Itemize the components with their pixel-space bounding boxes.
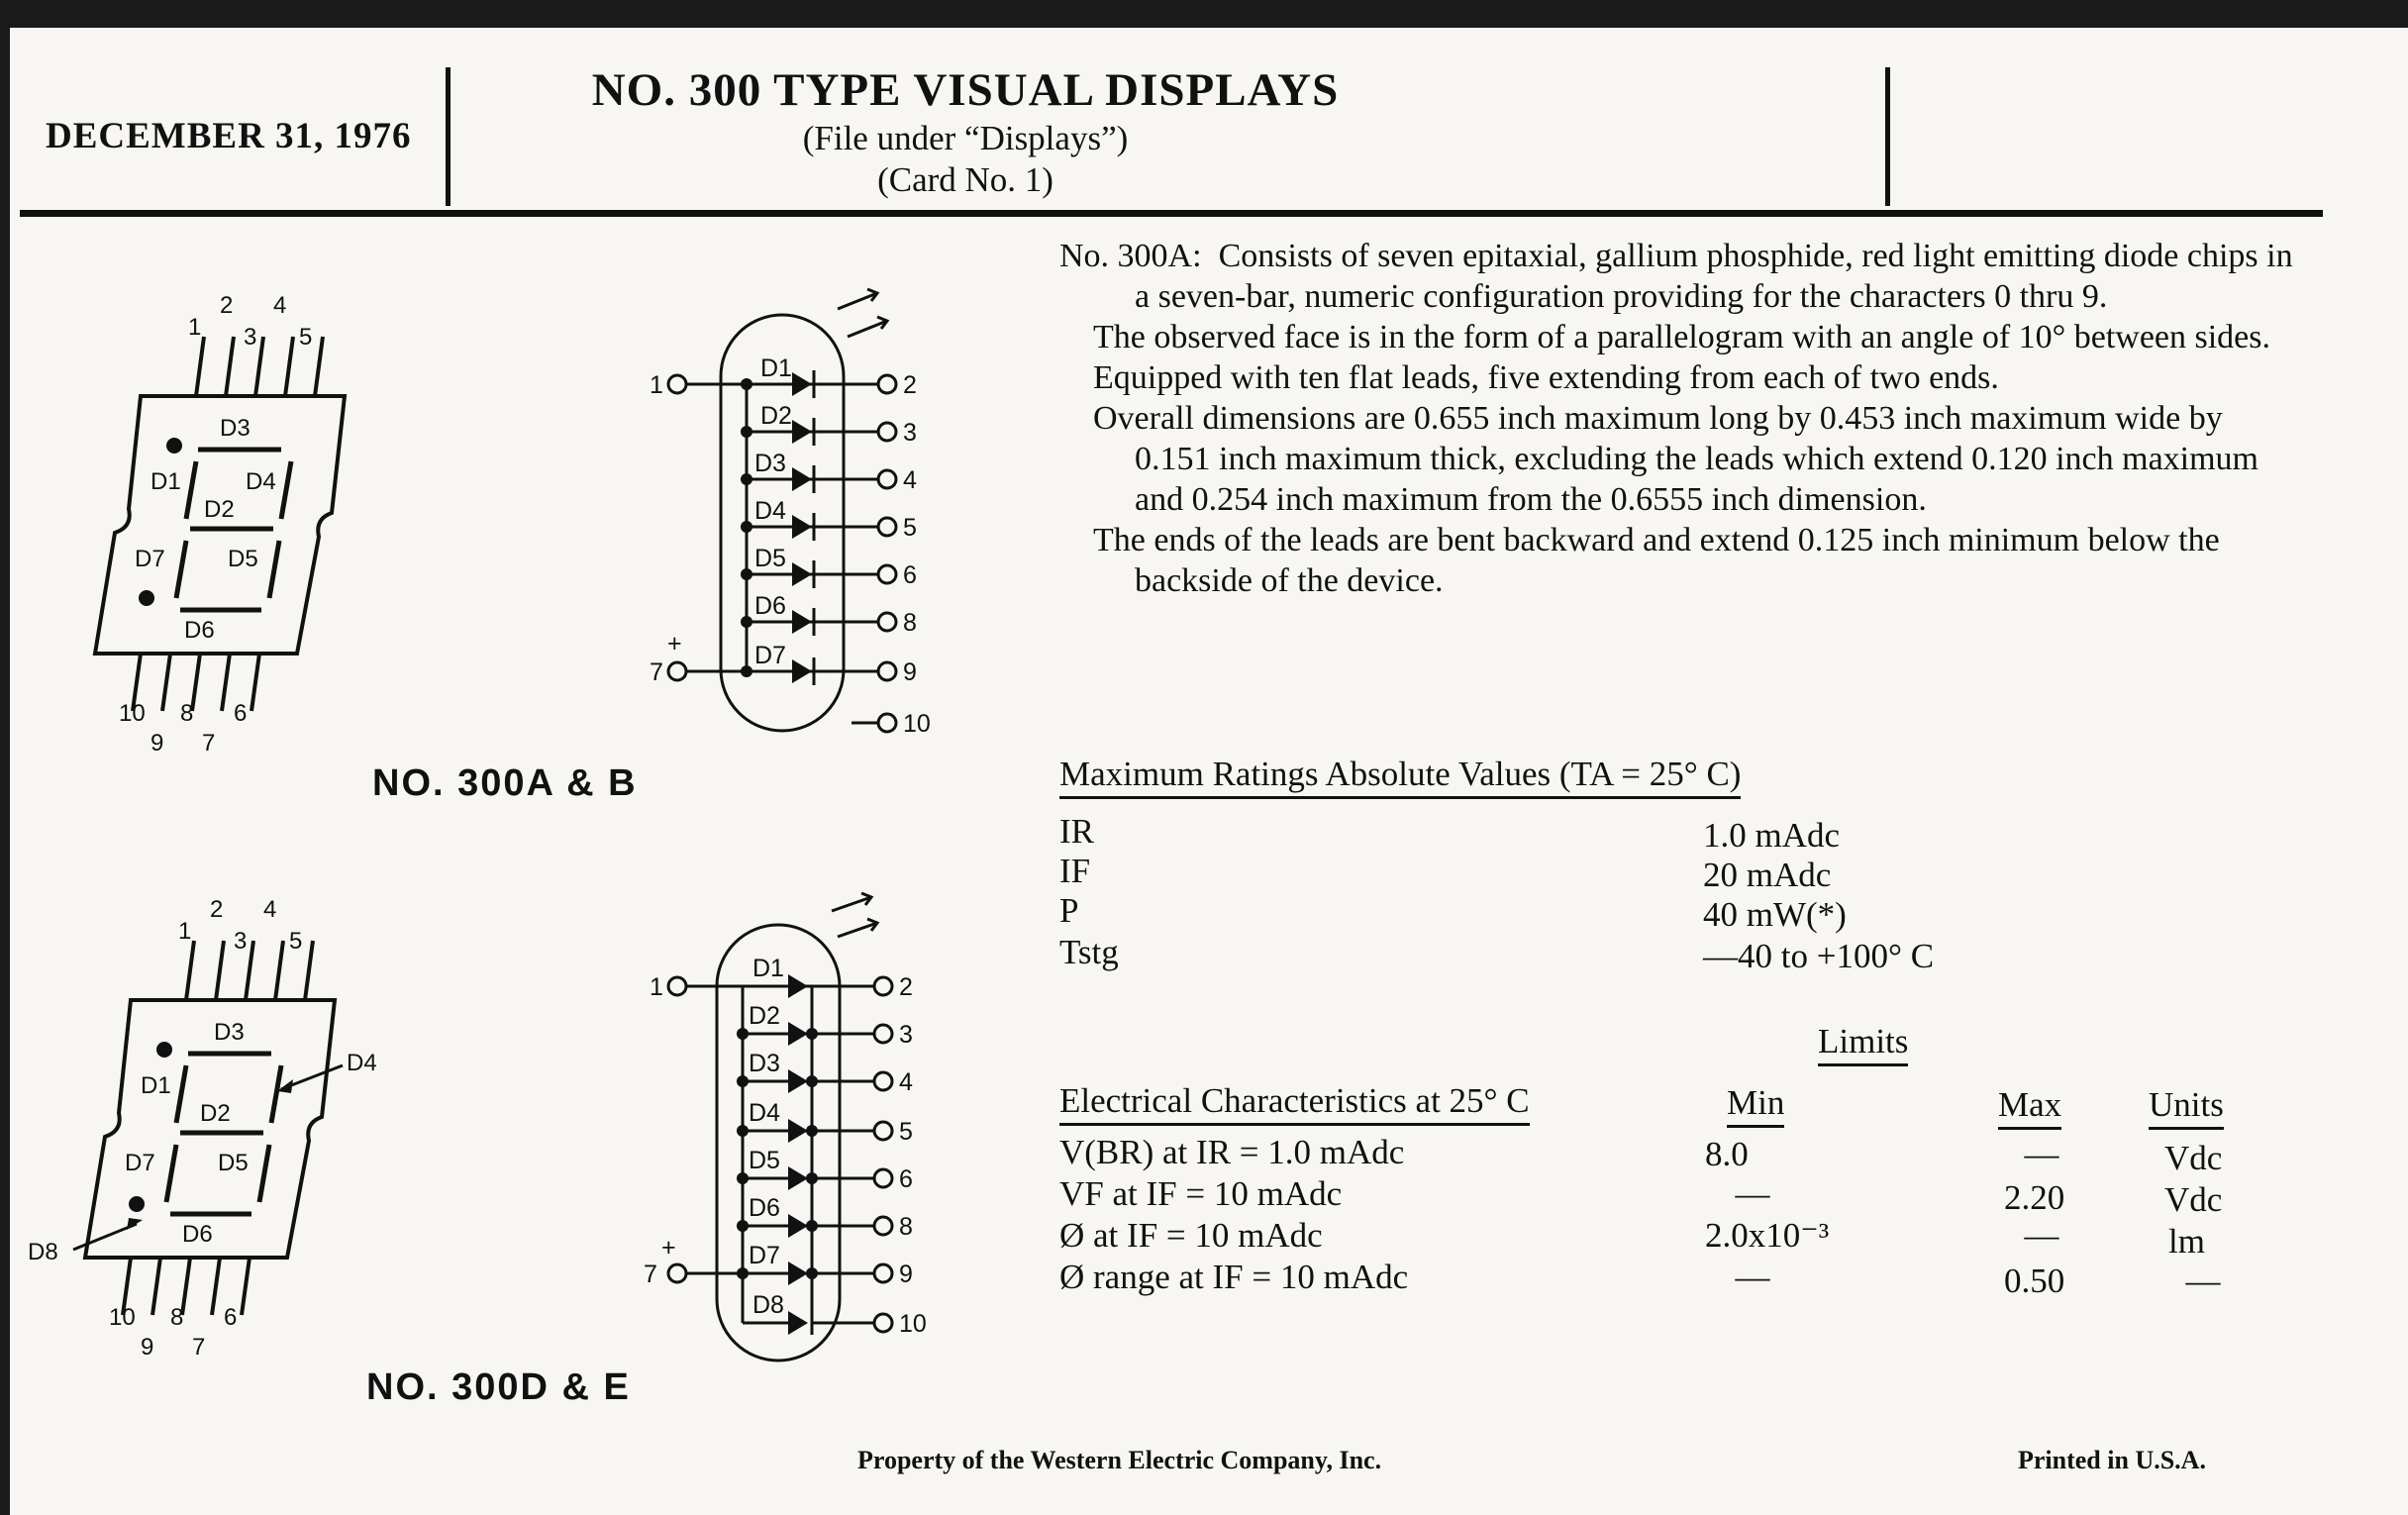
svg-text:D7: D7 xyxy=(754,642,786,669)
svg-text:D8: D8 xyxy=(28,1239,58,1265)
svg-text:D2: D2 xyxy=(749,1002,780,1030)
elec-units: lm xyxy=(2168,1222,2205,1261)
svg-text:9: 9 xyxy=(141,1334,154,1361)
svg-text:4: 4 xyxy=(899,1068,913,1096)
elec-max: — xyxy=(2024,1216,2059,1255)
segment-label: D1 xyxy=(150,468,181,495)
description-paragraph-2: The observed face is in the form of a parallelogram with an angle of 10° between sides. xyxy=(1093,319,2271,355)
svg-text:D3: D3 xyxy=(214,1019,245,1046)
plus-sign: + xyxy=(667,630,682,657)
pin-label: 8 xyxy=(180,700,194,727)
header-rule xyxy=(20,210,2323,217)
circuit-pin-label: 1 xyxy=(650,371,663,399)
lead-9 xyxy=(162,654,170,711)
lead-2 xyxy=(226,337,234,396)
pin-label: 9 xyxy=(150,730,164,757)
description-paragraph-5: The ends of the leads are bent backward and extend 0.125 inch minimum below the backside of the device. xyxy=(1093,522,2220,599)
svg-text:D4: D4 xyxy=(749,1099,780,1127)
header-divider-right xyxy=(1885,67,1890,206)
elec-units: — xyxy=(2185,1262,2221,1300)
svg-text:D5: D5 xyxy=(754,545,786,572)
segment-label: D6 xyxy=(184,617,215,644)
column-units: Units xyxy=(2149,1085,2224,1130)
svg-text:9: 9 xyxy=(899,1261,913,1288)
figure-label-300a: NO. 300A & B xyxy=(372,762,638,804)
column-max: Max xyxy=(1998,1085,2061,1130)
segment-label: D2 xyxy=(204,496,235,523)
svg-text:D6: D6 xyxy=(749,1194,780,1222)
circuit-diagram-d xyxy=(644,859,960,1374)
svg-text:8: 8 xyxy=(899,1213,913,1241)
segment-d1 xyxy=(186,461,196,519)
circuit-pin-label: 7 xyxy=(650,658,663,686)
elec-units: Vdc xyxy=(2164,1180,2223,1219)
svg-text:10: 10 xyxy=(109,1304,136,1331)
lead-6 xyxy=(251,654,259,711)
elec-param: Ø at IF = 10 mAdc xyxy=(1059,1216,1323,1255)
svg-text:D3: D3 xyxy=(754,450,786,477)
svg-text:7: 7 xyxy=(192,1334,206,1361)
svg-text:2: 2 xyxy=(903,371,917,399)
lead-5 xyxy=(315,337,323,396)
footer-printed: Printed in U.S.A. xyxy=(2018,1446,2206,1474)
pin-label: 4 xyxy=(273,292,287,319)
column-min: Min xyxy=(1727,1083,1784,1128)
lead-4 xyxy=(285,337,293,396)
svg-text:5: 5 xyxy=(903,514,917,542)
figure-label-300d: NO. 300D & E xyxy=(366,1366,631,1408)
svg-text:+: + xyxy=(661,1234,676,1262)
svg-text:3: 3 xyxy=(899,1021,913,1049)
rating-value: 20 mAdc xyxy=(1703,856,1832,894)
description-paragraph-1: No. 300A: Consists of seven epitaxial, gallium phosphide, red light emitting diode chips in a seven-bar, numeric configuration providing for the characters 0 thru 9. xyxy=(1059,238,2293,315)
svg-text:1: 1 xyxy=(650,973,663,1001)
model-label: No. 300A: xyxy=(1059,238,1202,274)
svg-text:D7: D7 xyxy=(125,1150,155,1176)
elec-min: 2.0x10⁻³ xyxy=(1705,1216,1830,1255)
svg-text:3: 3 xyxy=(234,928,248,955)
elec-param: VF at IF = 10 mAdc xyxy=(1059,1174,1343,1213)
segment-d4 xyxy=(281,461,291,519)
pin-label: 3 xyxy=(244,324,257,351)
svg-text:2: 2 xyxy=(899,973,913,1001)
svg-text:8: 8 xyxy=(170,1304,184,1331)
svg-text:4: 4 xyxy=(263,896,277,923)
rating-param: Tstg xyxy=(1059,933,1119,971)
svg-text:3: 3 xyxy=(903,419,917,447)
elec-param: V(BR) at IR = 1.0 mAdc xyxy=(1059,1133,1405,1171)
rating-param: P xyxy=(1059,891,1079,930)
file-under-note: (File under “Displays”) xyxy=(802,119,1129,157)
svg-text:5: 5 xyxy=(899,1118,913,1146)
svg-text:D6: D6 xyxy=(182,1221,213,1248)
lead-7 xyxy=(222,654,230,711)
display-diagram-d xyxy=(20,869,416,1374)
elec-units: Vdc xyxy=(2164,1139,2223,1177)
rating-value: 40 mW(*) xyxy=(1703,895,1847,934)
svg-text:D5: D5 xyxy=(749,1147,780,1174)
svg-text:5: 5 xyxy=(289,928,303,955)
elec-max: — xyxy=(2024,1135,2059,1173)
segment-label: D4 xyxy=(246,468,276,495)
svg-text:7: 7 xyxy=(644,1261,657,1288)
pin-label: 7 xyxy=(202,730,216,757)
svg-text:D1: D1 xyxy=(760,354,792,382)
svg-text:6: 6 xyxy=(899,1165,913,1193)
card-date: DECEMBER 31, 1976 xyxy=(46,116,412,156)
decimal-dot-bottom xyxy=(139,590,154,606)
segment-label: D5 xyxy=(228,546,258,572)
display-diagram-a xyxy=(79,255,406,760)
description-paragraph-3: Equipped with ten flat leads, five extending from each of two ends. xyxy=(1093,359,1999,396)
pin-label: 2 xyxy=(220,292,234,319)
svg-text:D2: D2 xyxy=(760,402,792,430)
card-number: (Card No. 1) xyxy=(877,160,1054,199)
segment-d5 xyxy=(269,541,279,598)
rating-value: 1.0 mAdc xyxy=(1703,816,1841,855)
svg-text:6: 6 xyxy=(224,1304,238,1331)
svg-text:1: 1 xyxy=(178,918,192,945)
elec-min: — xyxy=(1735,1258,1770,1296)
rating-param: IF xyxy=(1059,852,1091,890)
svg-text:D7: D7 xyxy=(749,1242,780,1269)
pin-label: 6 xyxy=(234,700,248,727)
svg-text:D5: D5 xyxy=(218,1150,249,1176)
svg-text:2: 2 xyxy=(210,896,224,923)
decimal-dot-top xyxy=(166,438,182,454)
pin-label: 10 xyxy=(119,700,146,727)
circuit-diagram-a xyxy=(644,265,960,751)
page-title: NO. 300 TYPE VISUAL DISPLAYS xyxy=(591,64,1340,116)
svg-text:D1: D1 xyxy=(141,1072,171,1099)
svg-text:D4: D4 xyxy=(754,497,786,525)
elec-min: — xyxy=(1735,1174,1770,1213)
elec-param: Ø range at IF = 10 mAdc xyxy=(1059,1258,1409,1296)
svg-text:9: 9 xyxy=(903,658,917,686)
elec-max: 2.20 xyxy=(2004,1178,2065,1217)
svg-text:D2: D2 xyxy=(200,1100,231,1127)
rating-value: —40 to +100° C xyxy=(1703,937,1935,975)
max-ratings-heading: Maximum Ratings Absolute Values (TA = 25° C) xyxy=(1059,755,1741,799)
lead-1 xyxy=(196,337,204,396)
rating-param: IR xyxy=(1059,812,1094,851)
segment-label: D7 xyxy=(135,546,165,572)
svg-text:8: 8 xyxy=(903,609,917,637)
limits-label: Limits xyxy=(1818,1022,1908,1066)
svg-text:D8: D8 xyxy=(752,1291,784,1319)
pin-label: 1 xyxy=(188,314,202,341)
elec-min: 8.0 xyxy=(1705,1135,1749,1173)
svg-text:D1: D1 xyxy=(752,955,784,982)
reference-card xyxy=(10,28,2408,1515)
svg-text:10: 10 xyxy=(899,1310,927,1338)
segment-d7 xyxy=(176,541,186,598)
description-block xyxy=(1059,236,2297,601)
footer-property: Property of the Western Electric Company, Inc. xyxy=(857,1446,1382,1474)
svg-text:D6: D6 xyxy=(754,592,786,620)
electrical-heading: Electrical Characteristics at 25° C xyxy=(1059,1081,1530,1126)
svg-text:10: 10 xyxy=(903,710,931,738)
svg-text:D3: D3 xyxy=(749,1050,780,1077)
svg-text:D4: D4 xyxy=(347,1050,377,1076)
svg-text:4: 4 xyxy=(903,466,917,494)
elec-max: 0.50 xyxy=(2004,1262,2065,1300)
svg-text:6: 6 xyxy=(903,561,917,589)
pin-label: 5 xyxy=(299,324,313,351)
segment-label: D3 xyxy=(220,415,251,442)
description-paragraph-4: Overall dimensions are 0.655 inch maximum long by 0.453 inch maximum wide by 0.151 inch maximum thick, excluding the leads which extend 0.120 inch maximum and 0.254 inch maximum from the 0.6555 inch dimension. xyxy=(1093,400,2258,518)
